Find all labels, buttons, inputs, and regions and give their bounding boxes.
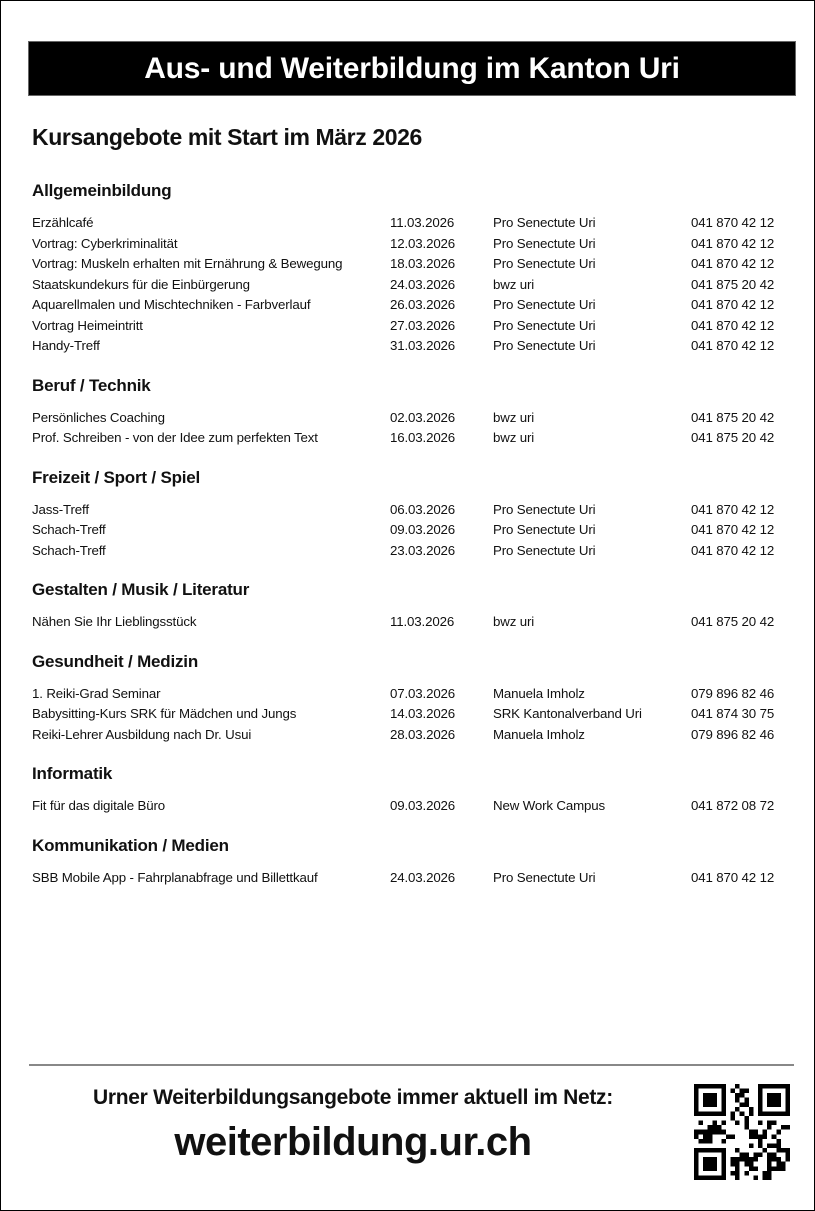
category-title: Gestalten / Musik / Literatur [32, 580, 250, 599]
course-name: Nähen Sie Ihr Lieblingsstück [32, 614, 197, 629]
course-phone: 041 875 20 42 [691, 614, 775, 629]
course-date: 12.03.2026 [390, 235, 456, 251]
course-row [32, 520, 792, 541]
course-date: 27.03.2026 [390, 317, 456, 333]
course-provider: Pro Senectute Uri [493, 297, 596, 312]
category-section [32, 373, 792, 465]
course-name: Schach-Treff [32, 542, 106, 558]
category-section [32, 178, 792, 373]
course-date: 14.03.2026 [390, 706, 456, 721]
course-provider: Pro Senectute Uri [493, 256, 596, 271]
course-date: 23.03.2026 [390, 542, 456, 558]
course-row [32, 500, 792, 521]
course-provider: New Work Campus [493, 798, 606, 813]
course-name: Jass-Treff [32, 501, 89, 517]
course-phone: 041 872 08 72 [691, 798, 775, 813]
course-row [32, 725, 792, 746]
course-name: Vortrag: Muskeln erhalten mit Ernährung & Bewegung [32, 256, 343, 271]
course-provider: Pro Senectute Uri [493, 542, 596, 558]
course-name: Prof. Schreiben - von der Idee zum perfekten Text [32, 430, 318, 445]
course-provider: Manuela Imholz [493, 685, 585, 701]
course-list [32, 178, 792, 888]
course-date: 16.03.2026 [390, 430, 456, 445]
qr-code-icon[interactable] [694, 1083, 790, 1181]
category-spacer [32, 449, 792, 465]
course-name: Schach-Treff [32, 522, 106, 537]
course-date: 28.03.2026 [390, 726, 456, 742]
course-provider: Manuela Imholz [493, 726, 585, 742]
course-date: 07.03.2026 [390, 685, 456, 701]
category-section [32, 761, 792, 833]
category-section [32, 465, 792, 578]
course-name: Erzählcafé [32, 215, 94, 230]
course-row [32, 234, 792, 255]
category-title: Gesundheit / Medizin [32, 651, 199, 671]
course-phone: 041 870 42 12 [691, 297, 775, 312]
course-name: Persönliches Coaching [32, 409, 165, 425]
course-row [32, 868, 792, 889]
course-provider: Pro Senectute Uri [493, 317, 596, 333]
course-name: Aquarellmalen und Mischtechniken - Farbverlauf [32, 297, 311, 312]
category-spacer [32, 561, 792, 577]
course-row [32, 408, 792, 429]
category-spacer [32, 745, 792, 761]
course-name: Vortrag: Cyberkriminalität [32, 235, 178, 251]
course-date: 11.03.2026 [390, 215, 455, 230]
course-date: 24.03.2026 [390, 276, 456, 292]
course-name: Handy-Treff [32, 338, 100, 353]
course-phone: 041 870 42 12 [691, 235, 775, 251]
footer-text: Urner Weiterbildungsangebote immer aktuell im Netz: [93, 1086, 613, 1109]
course-name: SBB Mobile App - Fahrplanabfrage und Billettkauf [32, 869, 318, 885]
footer-divider [29, 1064, 794, 1066]
course-date: 31.03.2026 [390, 338, 456, 353]
course-date: 09.03.2026 [390, 522, 456, 537]
course-row [32, 316, 792, 337]
course-provider: Pro Senectute Uri [493, 869, 596, 885]
course-provider: bwz uri [493, 430, 535, 445]
course-provider: Pro Senectute Uri [493, 501, 596, 517]
course-name: 1. Reiki-Grad Seminar [32, 685, 161, 701]
category-section [32, 577, 792, 649]
course-provider: bwz uri [493, 409, 535, 425]
course-row [32, 213, 792, 234]
page-subtitle: Kursangebote mit Start im März 2026 [32, 124, 422, 150]
course-row [32, 612, 792, 633]
course-phone: 041 870 42 12 [691, 317, 775, 333]
category-spacer [32, 357, 792, 373]
course-name: Staatskundekurs für die Einbürgerung [32, 276, 250, 292]
category-spacer [32, 633, 792, 649]
course-phone: 041 874 30 75 [691, 706, 775, 721]
course-phone: 041 870 42 12 [691, 542, 775, 558]
course-provider: Pro Senectute Uri [493, 235, 596, 251]
course-provider: Pro Senectute Uri [493, 215, 596, 230]
course-row [32, 796, 792, 817]
category-section [32, 649, 792, 762]
category-spacer [32, 817, 792, 833]
course-phone: 041 875 20 42 [691, 276, 775, 292]
course-row [32, 254, 792, 275]
course-name: Fit für das digitale Büro [32, 798, 165, 813]
course-row [32, 684, 792, 705]
course-provider: bwz uri [493, 614, 535, 629]
course-date: 09.03.2026 [390, 798, 456, 813]
category-section [32, 833, 792, 889]
course-row [32, 275, 792, 296]
course-phone: 041 870 42 12 [691, 522, 775, 537]
course-phone: 041 870 42 12 [691, 338, 775, 353]
course-phone: 079 896 82 46 [691, 685, 775, 701]
course-row [32, 541, 792, 562]
course-date: 02.03.2026 [390, 409, 456, 425]
course-provider: Pro Senectute Uri [493, 338, 596, 353]
category-title: Beruf / Technik [32, 375, 151, 395]
course-phone: 041 870 42 12 [691, 869, 775, 885]
course-row [32, 336, 792, 357]
course-phone: 041 875 20 42 [691, 430, 775, 445]
course-date: 06.03.2026 [390, 501, 456, 517]
course-date: 26.03.2026 [390, 297, 456, 312]
course-row [32, 428, 792, 449]
course-name: Babysitting-Kurs SRK für Mädchen und Jungs [32, 706, 297, 721]
category-title: Kommunikation / Medien [32, 835, 229, 855]
category-title: Informatik [32, 764, 113, 783]
title-bar [28, 41, 796, 96]
course-provider: Pro Senectute Uri [493, 522, 596, 537]
category-title: Freizeit / Sport / Spiel [32, 467, 201, 487]
footer-url-link[interactable]: weiterbildung.ur.ch [174, 1120, 532, 1164]
course-phone: 079 896 82 46 [691, 726, 775, 742]
course-phone: 041 870 42 12 [691, 256, 775, 271]
page-title: Aus- und Weiterbildung im Kanton Uri [144, 51, 680, 85]
course-name: Vortrag Heimeintritt [32, 317, 143, 333]
course-row [32, 295, 792, 316]
course-date: 24.03.2026 [390, 869, 456, 885]
course-date: 18.03.2026 [390, 256, 456, 271]
course-provider: SRK Kantonalverband Uri [493, 706, 642, 721]
course-provider: bwz uri [493, 276, 535, 292]
course-date: 11.03.2026 [390, 614, 455, 629]
course-phone: 041 870 42 12 [691, 501, 775, 517]
course-phone: 041 875 20 42 [691, 409, 775, 425]
category-title: Allgemeinbildung [32, 181, 172, 200]
course-name: Reiki-Lehrer Ausbildung nach Dr. Usui [32, 726, 252, 742]
course-phone: 041 870 42 12 [691, 215, 775, 230]
course-row [32, 704, 792, 725]
